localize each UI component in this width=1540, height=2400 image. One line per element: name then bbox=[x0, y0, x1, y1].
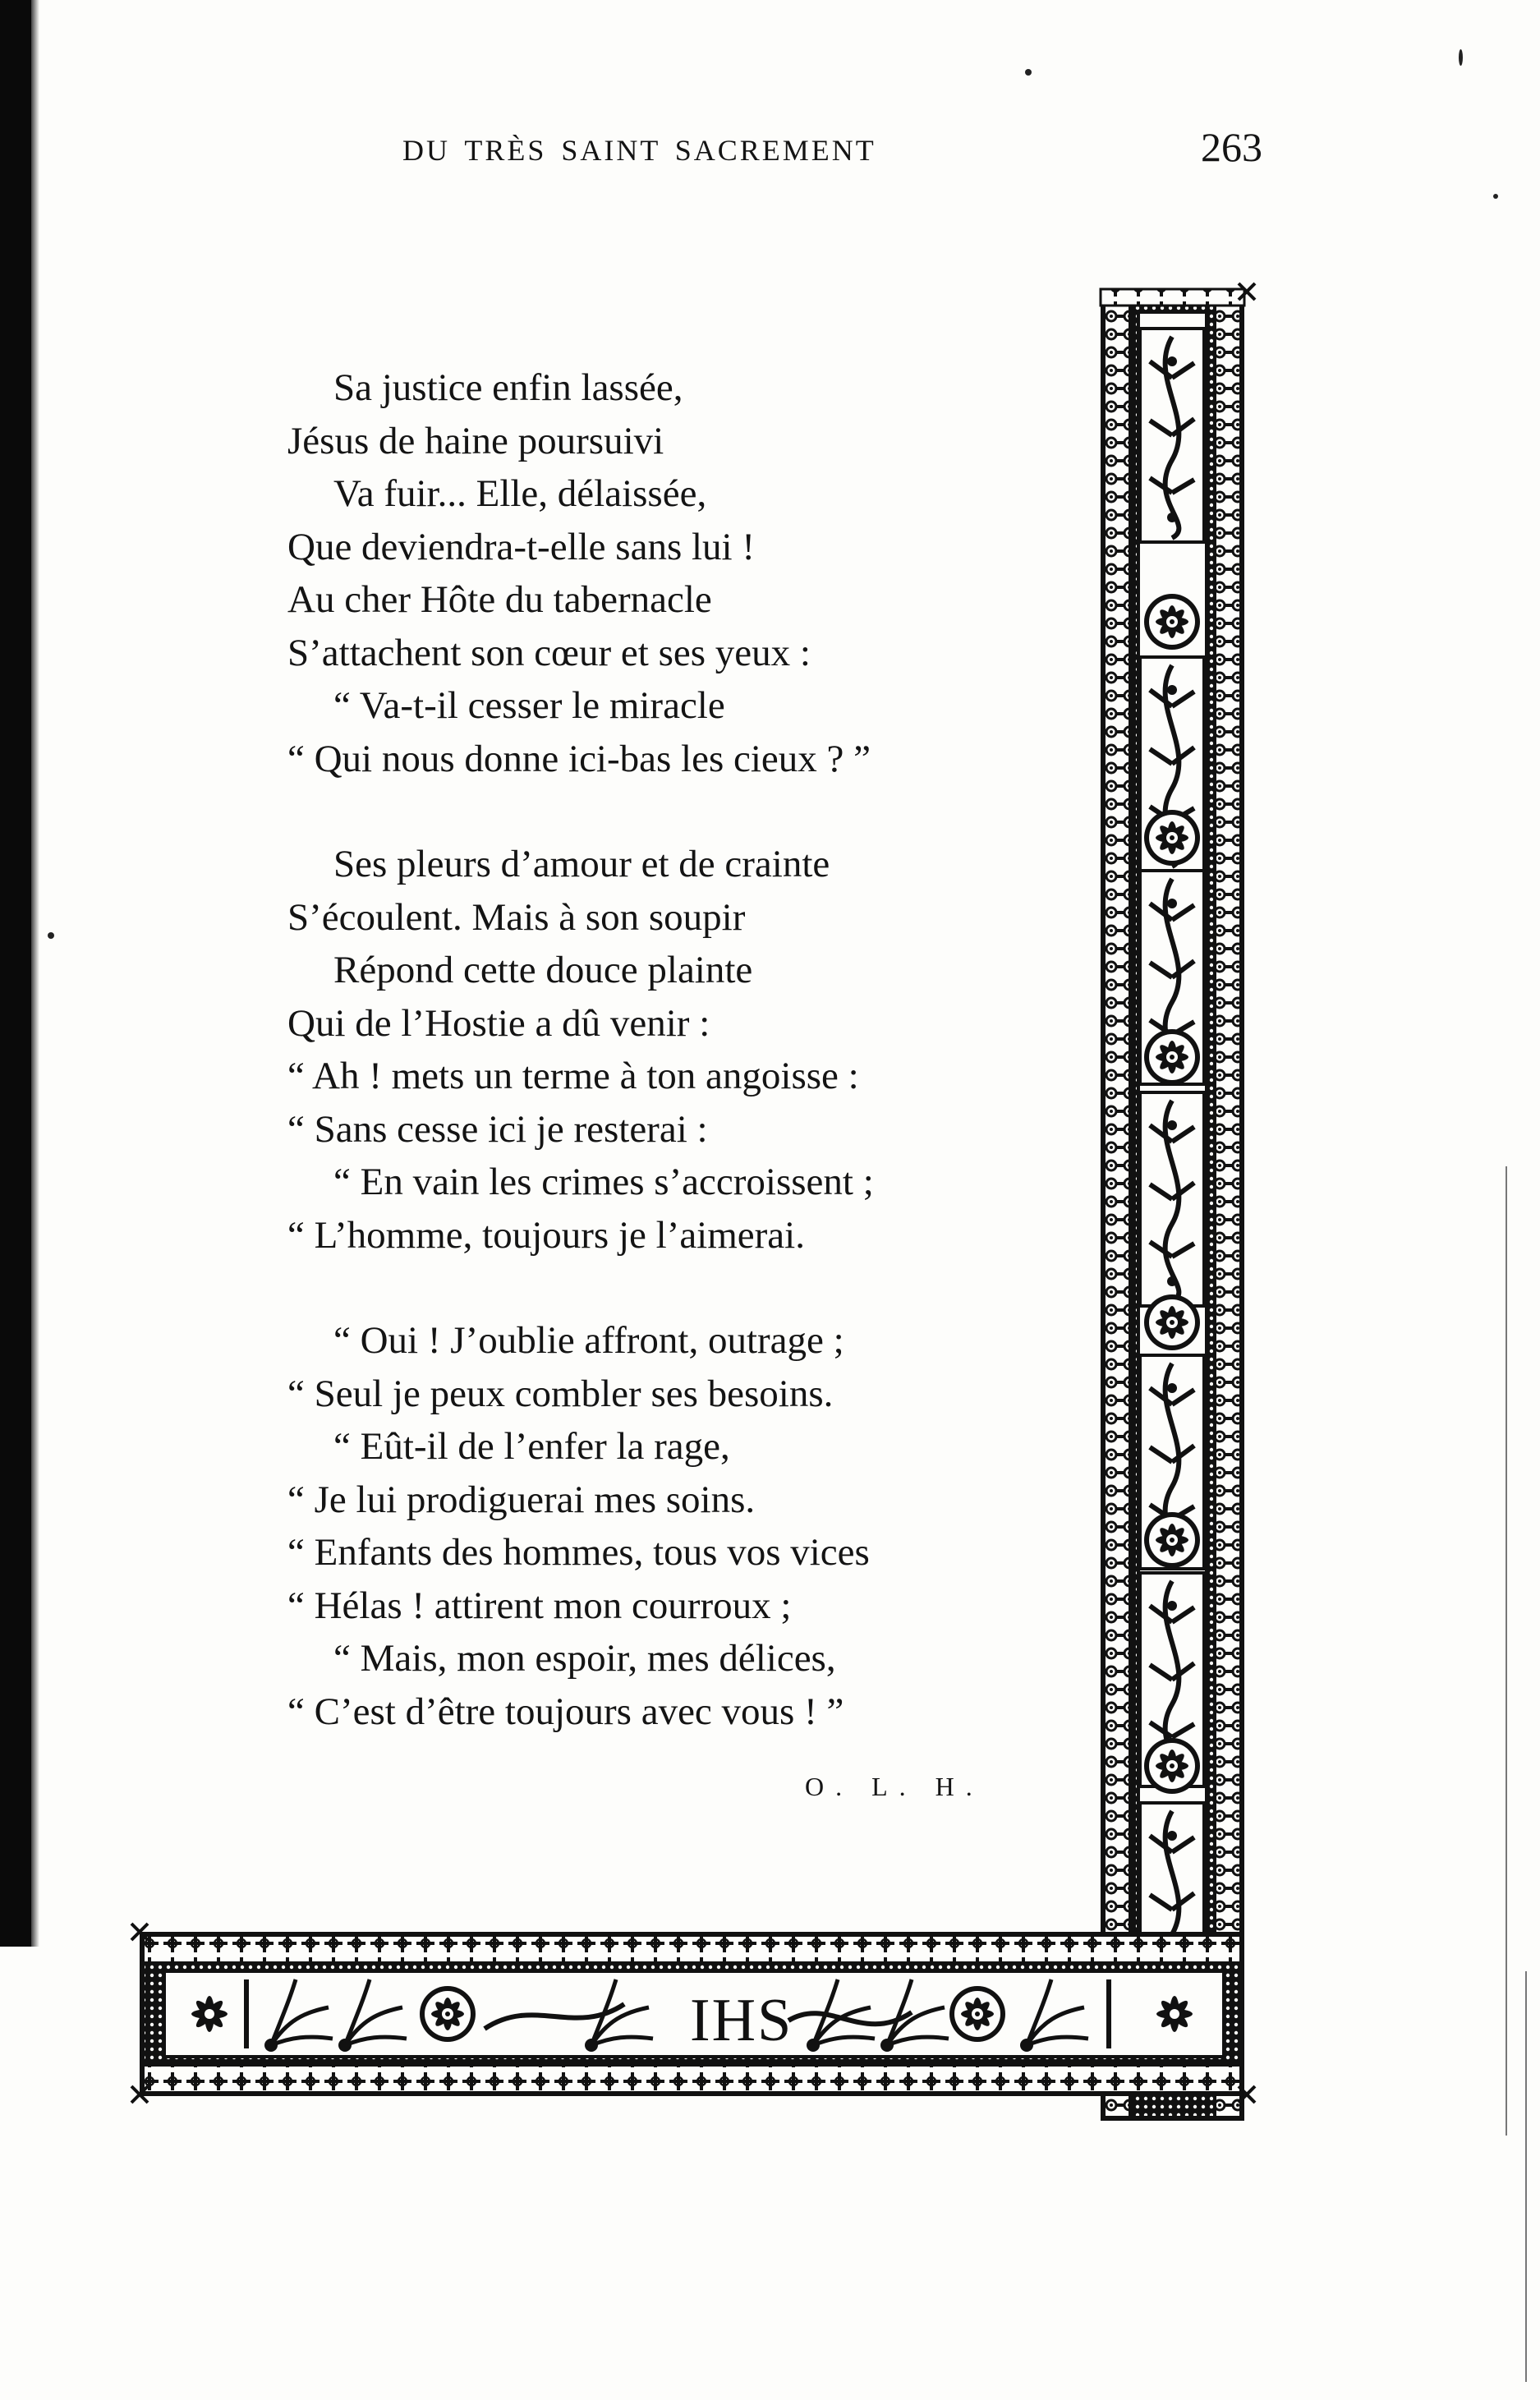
poem-line: “ Mais, mon espoir, mes délices, bbox=[333, 1637, 836, 1680]
ihs-monogram: IHS bbox=[690, 1987, 793, 2054]
poem-line: Que deviendra-t-elle sans lui ! bbox=[287, 525, 756, 568]
poem-line: “ Ah ! mets un terme à ton angoisse : bbox=[287, 1055, 859, 1097]
poem-line: “ Enfants des hommes, tous vos vices bbox=[287, 1531, 870, 1574]
scan-edge-mark bbox=[1525, 1971, 1527, 2382]
poem-line: Au cher Hôte du tabernacle bbox=[287, 578, 712, 621]
poem-line: “ L’homme, toujours je l’aimerai. bbox=[287, 1213, 805, 1257]
poem-line: Répond cette douce plainte bbox=[333, 949, 753, 991]
poem-line: Ses pleurs d’amour et de crainte bbox=[333, 843, 830, 885]
poem-line: S’attachent son cœur et ses yeux : bbox=[287, 631, 811, 674]
poem-line: “ Sans cesse ici je resterai : bbox=[287, 1107, 708, 1151]
poem-line: “ Hélas ! attirent mon courroux ; bbox=[287, 1584, 792, 1627]
poem-line: S’écoulent. Mais à son soupir bbox=[287, 895, 746, 939]
poem-line: Sa justice enfin lassée, bbox=[333, 366, 683, 409]
poem-line: “ Oui ! J’oublie affront, outrage ; bbox=[333, 1319, 844, 1362]
poem-line: “ Eût-il de l’enfer la rage, bbox=[333, 1425, 730, 1468]
poem-line: “ C’est d’être toujours avec vous ! ” bbox=[287, 1690, 844, 1733]
ink-speck bbox=[1025, 69, 1032, 76]
ink-speck bbox=[1493, 194, 1498, 199]
poem-line: “ Seul je peux combler ses besoins. bbox=[287, 1372, 834, 1415]
scan-edge-mark bbox=[1506, 1166, 1507, 2136]
poem-line: Jésus de haine poursuivi bbox=[287, 419, 664, 462]
ink-speck bbox=[48, 932, 54, 939]
poem-line: “ Va-t-il cesser le miracle bbox=[333, 684, 725, 727]
ink-speck bbox=[1459, 49, 1463, 66]
poem-line: Qui de l’Hostie a dû venir : bbox=[287, 1001, 710, 1045]
signature-initials: O. L. H. bbox=[805, 1772, 984, 1801]
running-head: DU TRÈS SAINT SACREMENT bbox=[402, 134, 876, 167]
poem-line: “ Je lui prodiguerai mes soins. bbox=[287, 1478, 756, 1521]
poem-line: “ En vain les crimes s’accroissent ; bbox=[333, 1161, 874, 1203]
poem-line: “ Qui nous donne ici-bas les cieux ? ” bbox=[287, 737, 871, 780]
page-number: 263 bbox=[1201, 124, 1262, 170]
poem-line: Va fuir... Elle, délaissée, bbox=[333, 472, 707, 515]
